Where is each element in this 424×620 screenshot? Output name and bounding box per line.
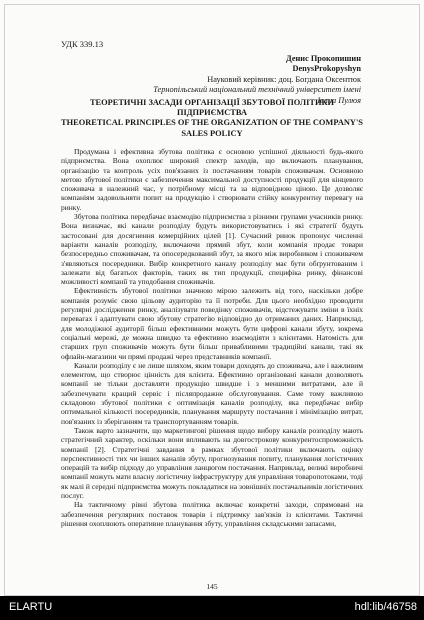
paragraph: Канали розподілу є не лише шляхом, яким товари доходять до споживача, але і важливим елементом, що створює цінність для клієнта. Ефективно організовані канали дозволяють компанії не тільки доставляти продукцію швидше і з меншими витратами, але й забезпечувати кращий сервіс і післяпродажне обслуговування. Саме тому важливою складовою збутової політики є оптимізація каналів розподілу, яка передбачає вибір оптимальної кількості посередників, планування маршруту постачання і мінімізацію витрат, пов'язаних із зберіганням та транспортуванням товарів. bbox=[61, 360, 363, 426]
paragraph: Ефективність збутової політики значною мірою залежить від того, наскільки добре компанія розуміє свою цільову аудиторію та її потреби. Для цього необхідно проводити регулярні дослідження ринку, аналізувати поведінку споживачів, відстежувати зміни в їхніх перевагах і адаптувати свою збутову стратегію відповідно до отриманих даних. Наприклад, для молодіжної аудиторії більш ефективними можуть бути цифрові канали збуту, зокрема соціальні мережі, де можна швидко та ефективно взаємодіяти з клієнтами. Натомість для старших груп споживачів можуть бути більш привабливими традиційні канали, такі як офлайн-магазини чи прямі продажі через представників компанії. bbox=[61, 286, 363, 361]
institution: Тернопільський національний технічний університет імені Івана Пулюя bbox=[153, 85, 361, 105]
paragraph: Також варто зазначити, що маркетингові рішення щодо вибору каналів розподілу мають стратегічний характер, оскільки вони впливають на довгострокову конкурентоспроможність компанії [2]. Стратегічні завдання в рамках збутової політики включають оцінку перспективності тих чи інших каналів збуту, прогнозування попиту, планування логістичних операцій та вибір підходу до управління ланцюгом постачання. Наприклад, великі виробничі компанії можуть мати власну логістичну інфраструктуру для управління товаропотоками, тоді як малі й середні підприємства можуть покладатися на зовнішніх постачальників логістичних послуг. bbox=[61, 425, 363, 500]
udk-code: УДК 339.13 bbox=[61, 39, 104, 49]
article-title bbox=[61, 98, 363, 139]
paragraph: Збутова політика передбачає взаємодію підприємства з різними групами учасників ринку. Вона визначає, які канали розподілу будуть використовуватись і які стратегії будуть застосовані для досягнення комерційних цілей [1]. Сучасний ринок пропонує численні варіанти каналів розподілу, включаючи прямий збут, коли компанія продає товари безпосередньо споживачам, та опосередкований збут, за якого між виробником і споживачем з'являються посередники. Вибір конкретного каналу розподілу має бути обґрунтованим і залежати від багатьох факторів, таких як тип продукції, специфіка ринку, фінансові можливості компанії та уподобання споживачів. bbox=[61, 212, 363, 287]
supervisor: Науковий керівник: доц. Богдана Оксентюк bbox=[207, 74, 361, 84]
repository-name: ELARTU bbox=[9, 601, 53, 613]
paragraph: На тактичному рівні збутова політика включає конкретні заходи, спрямовані на забезпечення регулярних поставок товарів і підтримку зав'язків із клієнтами. Тактичні рішення охоплюють оперативне планування збуту, управління складськими запасами, bbox=[61, 500, 363, 528]
handle-identifier[interactable]: hdl:lib/46758 bbox=[354, 601, 417, 613]
article-body bbox=[61, 147, 363, 528]
paragraph: Продумана і ефективна збутова політика є основою успішної діяльності будь-якого підприємства. Вона охоплює широкий спектр заходів, що включають планування, організацію та контроль усіх пов'язаних із постачанням товарів споживачам. Основною метою збутової політики є забезпечення максимальної доступності продукції для кінцевого споживача в належний час, у потрібному місці та за відповідною ціною. Це дозволяє компаніям задовольняти попит на продукцію і створювати стійку конкурентну перевагу на ринку. bbox=[61, 147, 363, 212]
title-ua-line2: ПІДПРИЄМСТВА bbox=[176, 108, 247, 118]
repository-footer-bar bbox=[0, 596, 424, 620]
author-name-en: DenysProkopyshyn bbox=[292, 64, 361, 74]
title-en-line1: THEORETICAL PRINCIPLES OF THE ORGANIZATION OF THE COMPANY'S bbox=[61, 118, 363, 128]
page-number: 145 bbox=[206, 582, 218, 591]
author-name-ua: Денис Прокопишин bbox=[286, 54, 361, 63]
title-ua-line1: ТЕОРЕТИЧНІ ЗАСАДИ ОРГАНІЗАЦІЇ ЗБУТОВОЇ ПОЛІТИКИ bbox=[89, 98, 335, 107]
title-en-line2: SALES POLICY bbox=[181, 128, 243, 138]
